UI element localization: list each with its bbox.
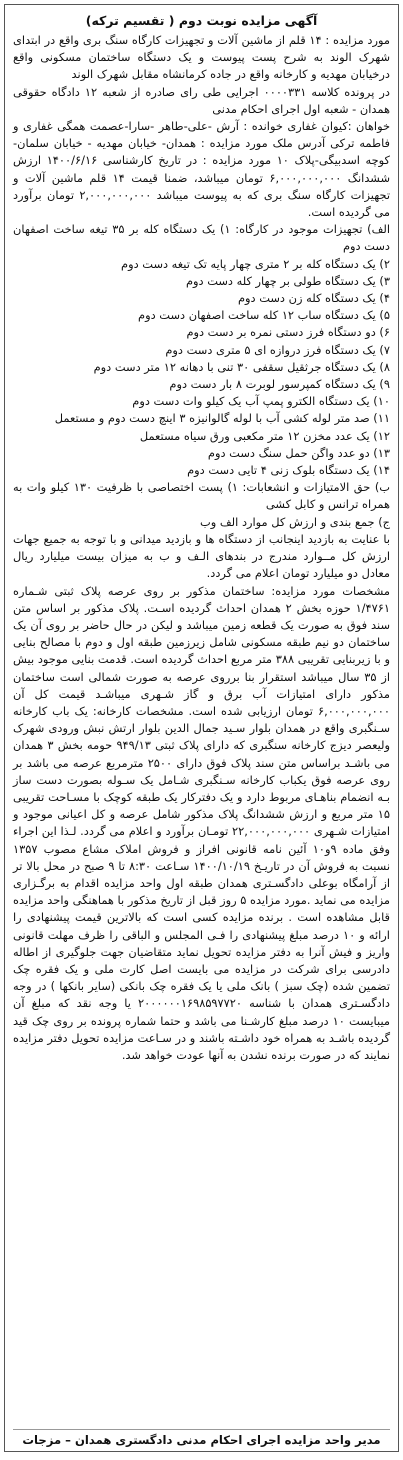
- parties-and-valuation: خواهان :کیوان غفاری خوانده : آرش -علی-طاهر -سارا-عصمت همگی غفاری و فاطمه ترکی آدرس ملک مورد مزایده : همدان- خیابان مهدیه - خیابان سلمان-کوچه اسدبیگی-پلاک ۱۰ مورد مزایده : در تاریخ کارشناسی ۱۴۰۰/۶/۱۶ ارزش ششدانگ ۶,۰۰۰,۰۰۰,۰۰۰ تومان میباشد، ضمنا قیمت ۱۴ قلم ماشین آلات و تجهیزات کارگاه سنگ بری که به پیوست میباشد ۲,۰۰۰,۰۰۰,۰۰۰ تومان برآورد می گردیده است.: [13, 119, 391, 220]
- equipment-intro: الف) تجهیزات موجود در کارگاه: ۱) یک دستگاه کله بر ۳۵ تیغه ساخت اصفهان دست دوم: [13, 222, 390, 254]
- case-details: در پرونده کلاسه ۰۰۰۰۳۳۱ اجرایی طی رای صادره از شعبه ۱۲ دادگاه حقوقی همدان - شعبه اول اجرای احکام مدنی: [13, 84, 390, 116]
- equipment-item: ۱۰) یک دستگاه الکترو پمپ آب یک کیلو وات دست دوم: [132, 394, 390, 409]
- equipment-item: ۸) یک دستگاه جرثقیل سقفی ۳۰ تنی با دهانه ۱۲ متر دست دوم: [93, 359, 390, 374]
- auction-notice: [4, 4, 399, 1452]
- equipment-item: ۹) یک دستگاه کمپرسور لوبرت ۸ بار دست دوم: [169, 377, 390, 392]
- total-valuation: با عنایت به بازدید اینجانب از دستگاه ها و بازدید میدانی و با توجه به جمیع جهات ارزش کل مــوارد مندرج در بندهای الـف و ب به میزان بیست میلیارد ریال معادل دو میلیارد تومان اعلام می گردد.: [13, 531, 390, 581]
- auction-subject: مورد مزایده : ۱۴ قلم از ماشین آلات و تجهیزات کارگاه سنگ بری واقع در ابتدای شهرک الوند به شرح پست پیوست و یک دستگاه ساختمان مسکونی واقع درخیابان مهدیه و کارخانه واقع در جاده کرمانشاه مقابل شهرک الوند: [13, 33, 390, 82]
- notice-title: آگهی مزایده نوبت دوم ( تقسیم ترکه): [85, 13, 318, 28]
- equipment-item: ۶) دو دستگاه فرز دستی نمره بر دست دوم: [186, 325, 390, 340]
- equipment-item: ۳) یک دستگاه طولی بر چهار کله دست دوم: [185, 273, 390, 288]
- equipment-item: ۱۱) صد متر لوله کشی آب با لوله گالوانیزه ۳ اینچ دست دوم و مستعمل: [54, 411, 390, 426]
- equipment-item: ۱۴) یک دستگاه بلوک زنی ۴ تایی دست دوم: [187, 463, 390, 478]
- equipment-list: [13, 256, 390, 480]
- total-heading: ج) جمع بندی و ارزش کل موارد الف وب: [200, 514, 390, 529]
- equipment-item: ۱۳) دو عدد واگن حمل سنگ دست دوم: [207, 445, 390, 460]
- equipment-item: ۴) یک دستگاه کله زن دست دوم: [237, 291, 390, 306]
- equipment-item: ۵) یک دستگاه ساب ۱۲ کله ساخت اصفهان دست دوم: [138, 308, 390, 323]
- rights-and-connections: ب) حق الامتیازات و انشعابات: ۱) پست اختصاصی با ظرفیت ۱۳۰ کیلو وات به همراه ترانس و کابل کشی: [13, 480, 391, 512]
- notice-signature: مدیر واحد مزایده اجرای احکام مدنی دادگستری همدان – مزجات: [13, 1429, 390, 1447]
- equipment-item: ۱۲) یک عدد مخزن ۱۲ متر مکعبی ورق سیاه مستعمل: [139, 428, 390, 443]
- property-specifications: مشخصات مورد مزایده: ساختمان مذکور بر روی عرصه پلاک ثبتی شـماره ۱/۴۷۶۱ حوزه بخش ۲ همدان احداث گردیده اسـت. پلاک مذکور بر اساس متن سند فوق به صورت یک قطعه زمین میباشد و لیکن در حال حاضر بر روی آن یک ساختمان دو نیم طبقه مسکونی شامل زیرزمین طبقه اول و دوم با مصالح بنایی و با زیربنایی تقریبی ۳۸۸ متر مربع احداث گردیده است. قدمت بنایی موجود بیش از ۳۵ سال میباشد استقرار بنا برروی عرصه به صورت شمالی است ساختمان مذکور دارای امتیازات آب برق و گاز شـهری میباشـد قیمت کل آن ۶,۰۰۰,۰۰۰,۰۰۰ تومان ارزیابی شده است. مشخصات کارخانه: یک باب کارخانه سـنگبری واقع در همدان بلوار سـید جمال الدین بلوار ارتش نبش ورودی شهرک ولیعصر دیزج کارخانه سنگبری که دارای پلاک ثبتی ۹۴۹/۱۳ حومه بخش ۳ همدان می باشـد براساس متن سند پلاک فوق دارای ۲۵۰۰ مترمربع عرصه می باشد بر روی عرصه فوق یکباب کارخانه سـنگبری شـامل یک سـوله بصورت دست ساز بـه انضمام بناهـای مربوط دارد و یک دفترکار یک طبقه کوچک با مسـاحت تقریبی ۱۵ متر مربع و ارزش ششدانگ پلاک مذکور شامل عرصه و کل اعیانی موجود و امتیازات شـهری ۲۲,۰۰۰,۰۰۰,۰۰۰ تومـان برآورد و اعلام می گردد. لـذا این اجراء وفق ماده ۹و۱۰ آئین نامه قانونی افراز و فروش املاک مشاع مصوب ۱۳۵۷ نسبت به فروش آن در تاریـخ ۱۴۰۰/۱۰/۱۹ سـاعت ۸:۳۰ تا ۹ صبح در محل بالا تر از آرامگاه بوعلی دادگسـتری همدان طبقه اول واحد مزایده اقدام به برگـزاری مزایده می نماید .مورد مزایده ۵ روز قبل از تاریخ مذکور با هماهنگی واحد مزایده قابل مشاهده است . برنده مزایده کسی است که بالاترین قیمت پیشنهادی را ارائه و ۱۰ درصد مبلغ پیشنهادی را فـی المجلس و الباقی را ظرف مهلت قانونی واریز و فیش آنرا به دفتر مزایده تحویل نماید متقاضیان جهت جلوگیری از اطاله دادرسی برای شرکت در مزایده می بایست اصل کارت ملی و یک فقره چک تضمین شده (چک سبز ) بانک ملی یا یک فقره چک بانکی (سایر بانکها ) در وجه دادگسـتری همدان با شناسه ۲۰۰۰۰۰۰۱۶۹۸۵۹۷۷۲۰ یا وجه نقد که مبلغ آن میبایست ۱۰ درصد مبلغ کارشـنا می باشد و حتما شماره پرونده بر روی چک قید گردیده باشـد به همراه خود داشـته باشند و در سـاعت مزایده تحویل دفتر مزایده نمایند که در صورت برنده نشدن به آنها عودت خواهد شد.: [13, 583, 391, 1062]
- equipment-item: ۷) یک دستگاه فرز دروازه ای ۵ متری دست دوم: [165, 342, 390, 357]
- equipment-item: ۲) یک دستگاه کله بر ۲ متری چهار پایه تک تیغه دست دوم: [121, 256, 390, 271]
